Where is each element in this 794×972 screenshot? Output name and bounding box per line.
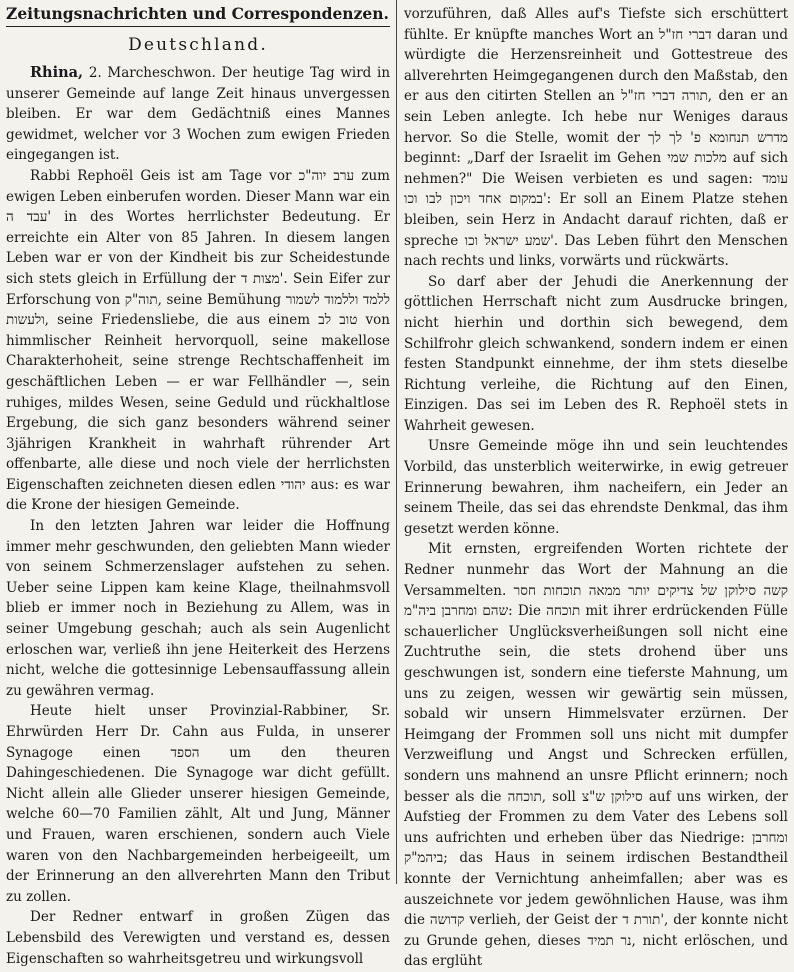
article-paragraph: In den letzten Jahren war leider die Hoffnung immer mehr geschwunden, den geliebten Mann wieder von seinem Schmerzenslager aufstehen zu sehen. Ueber seine Lippen kam keine Klage, theilnahmsvoll blieb er immer noch in Beziehung zu Allem, was in seiner Umgebung geschah; auch als sein Augenlicht erloschen war, verließ ihn jene Heiterkeit des Herzens nicht, welche die gottesinnige Lebensauffassung allein zu gewähren vermag. bbox=[6, 518, 390, 699]
article-paragraph: Der Redner entwarf in großen Zügen das Lebensbild des Verewigten und verstand es, dessen Eigenschaften so wahrheitsgetreu und wirkungsvoll bbox=[6, 909, 390, 967]
right-column bbox=[404, 4, 789, 970]
left-column bbox=[6, 4, 391, 967]
article-paragraph bbox=[6, 63, 390, 166]
dateline-date: 2. Marcheschwon. bbox=[88, 65, 216, 81]
article-paragraph: Heute hielt unser Provinzial-Rabbiner, Sr. Ehrwürden Herr Dr. Cahn aus Fulda, in unserer Synagoge einen הספד um den theuren Dahingeschiedenen. Die Synagoge war dicht gefüllt. Nicht allein alle Glieder unserer hiesigen Gemeinde, welche 60—70 Familien zählt, Alt und Jung, Männer und Frauen, waren erschienen, sondern auch Viele waren von den Nachbargemeinden herbeigeeilt, um der Erinnerung an den allverehrten Mann den Tribut zu zollen. bbox=[6, 703, 390, 905]
article-paragraph: So darf aber der Jehudi die Anerkennung der göttlichen Herrschaft nicht zum Ausdrucke bringen, nicht hierhin und dorthin sich bewegend, dem Schilfrohr gleich schwankend, sondern indem er einen festen Standpunkt einnehme, der ihm stets dieselbe Richtung verleihe, die Richtung auf den Einen, Einzigen. Das sei im Leben des R. Rephoël stets in Wahrheit gewesen. bbox=[404, 273, 788, 434]
article-paragraph: vorzuführen, daß Alles auf's Tiefste sich erschüttert fühlte. Er knüpfte manches Wort an דברי חז"ל daran und würdigte die Herzensreinheit und Gottestreue des allverehrten Heimgegangenen durch den Maßstab, den er aus den citirten Stellen an תורה דברי חז"ל, den er an sein Leben anlegte. Ich hebe nur Weniges daraus hervor. So die Stelle, womit der מדרש תנחומא פ' לך לך beginnt: „Darf der Israelit im Gehen מלכות שמי auf sich nehmen?" Die Weisen verbieten es und sagen: עומד במקום אחד ויכון לבו וכו': Er soll an Einem Platze stehen bleiben, sein Herz in Andacht darauf richten, daß er spreche שמע ישראל וכו'. Das Leben führt den Menschen nach rechts und links, vorwärts und rückwärts. bbox=[404, 6, 789, 270]
article-paragraph: Unsre Gemeinde möge ihn und sein leuchtendes Vorbild, das unsterblich weiterwirke, in ewig getreuer Erinnerung bewahren, ihm nacheifern, ein Jeder an seinem Theile, das sei das ehrendste Denkmal, das ihm gesetzt werden könne. bbox=[404, 438, 788, 537]
country-heading: Deutschland. bbox=[128, 35, 268, 55]
dateline-place: Rhina, bbox=[30, 64, 84, 81]
article-paragraph: Mit ernsten, ergreifenden Worten richtete der Redner nunmehr das Wort der Mahnung an die Versammelten. קשה סילוקן של צדיקים יותר ממאה תוכחות חסר שהם ומחרבן ביה"מ: Die תוכחה mit ihrer erdrückenden Fülle schauerlicher Unglücksverheißungen soll nicht eine Zuchtruthe sein, die stets drohend über uns geschwungen ist, sondern eine tieferste Mahnung, um uns zu zeigen, wessen wir gewärtig sein müssen, sobald wir unsern Himmelsvater erzürnen. Der Heimgang der Frommen soll uns nicht mit dumpfer Verzweiflung und Angst und Schrecken erfüllen, sondern uns mahnend an unsre Pflicht erinnern; noch besser als die תוכחה, soll סילוקן ש"צ auf uns wirken, der Aufstieg der Frommen zu dem Vater des Lebens soll uns aufrichten und erheben über das Niedrige: ומחרבן ביהמ"ק; das Haus in seinem irdischen Bestandtheil konnte der Vernichtung anheimfallen; aber was es auszeichnete vor jedem gewöhnlichen Hause, was ihm die קדושה verlieh, der Geist der תורת ד', der konnte nicht zu Grunde gehen, dieses נר תמיד, nicht erlöschen, und das erglüht bbox=[404, 541, 789, 970]
column-divider bbox=[396, 0, 397, 884]
section-title: Zeitungsnachrichten und Correspondenzen. bbox=[6, 4, 390, 27]
paragraph-text: Der heutige Tag wird in unserer Gemeinde auf lange Zeit hinaus unvergessen bleiben. Er war dem Gedächtniß eines Mannes gewidmet, welcher vor 3 Wochen zum ewigen Frieden eingegangen ist. bbox=[6, 65, 391, 164]
article-paragraph: Rabbi Rephoël Geis ist am Tage vor ערב יוה"כ zum ewigen Leben einberufen worden. Dieser Mann war ein עבד ה' in des Wortes herrlichster Bedeutung. Er erreichte ein Alter von 85 Jahren. In diesem langen Leben war er von der Kindheit bis zur Scheidestunde sich stets gleich in Erfüllung der מצות ד'. Sein Eifer zur Erforschung von תוה"ק, seine Bemühung ללמד וללמוד לשמור ולעשות, seine Friedensliebe, die aus einem טוב לב von himmlischer Reinheit hervorquoll, seine makellose Charakterhoheit, seine strenge Rechtschaffenheit im geschäftlichen Leben — er war Fellhändler —, sein ruhiges, mildes Wesen, seine Geduld und rückhaltlose Ergebung, die sich ganz besonders während seiner 3jährigen Krankheit in wahrhaft rührender Art offenbarte, alle diese und noch viele der herrlichsten Eigenschaften zeichneten diesen edlen יהודי aus: es war die Krone der hiesigen Gemeinde. bbox=[6, 167, 391, 514]
